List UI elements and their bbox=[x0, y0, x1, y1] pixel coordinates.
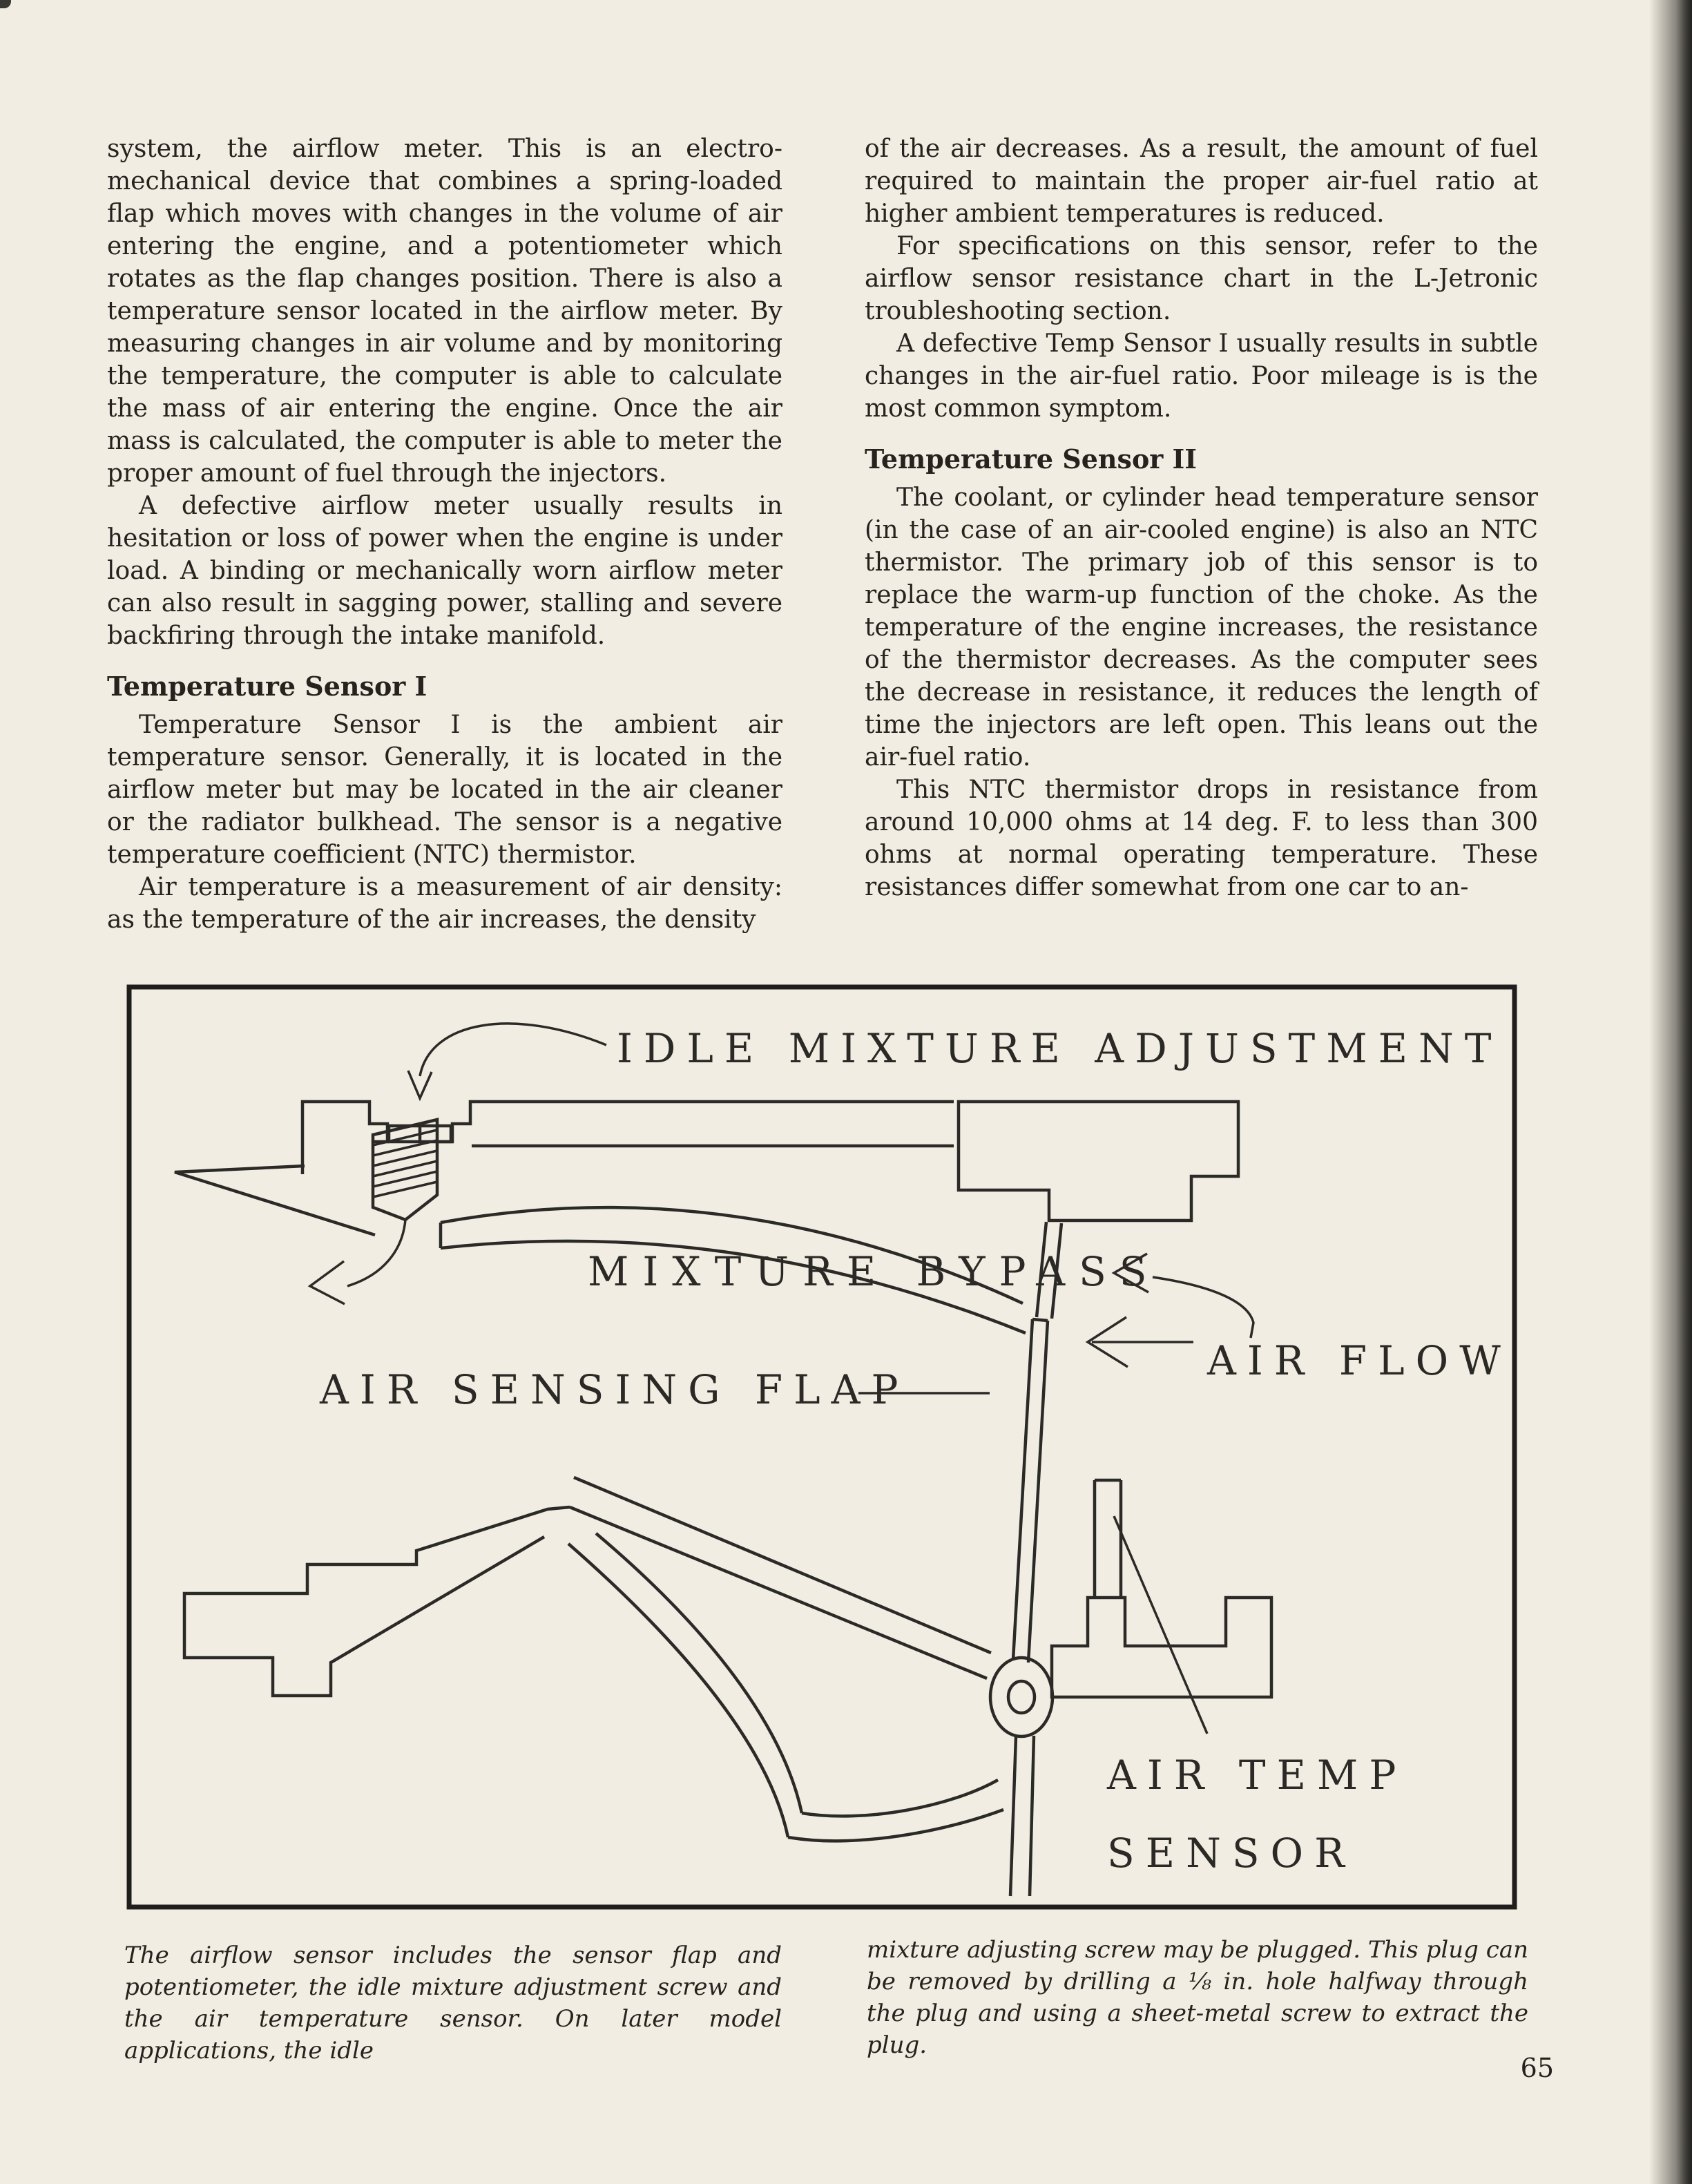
paragraph: Temperature Sensor I is the ambient air temperature sensor. Generally, it is located in the airflow meter but may be located in the air cleaner or the radiator bulkhead. The sensor is a negative temperature coefficient (NTC) thermistor. bbox=[107, 711, 782, 869]
paragraph: system, the airflow meter. This is an electro-mechanical device that combines a spring-loaded flap which moves with changes in the volume of air entering the engine, and a potentiometer which rotates as the flap changes position. There is also a temperature sensor located in the airflow meter. By measuring changes in air volume and by monitoring the temperature, the computer is able to calculate the mass of air entering the engine. Once the air mass is calculated, the computer is able to meter the proper amount of fuel through the injectors. bbox=[107, 135, 782, 488]
paragraph: A defective airflow meter usually results in hesitation or loss of power when the engine is under load. A binding or mechanically worn airflow meter can also result in sagging power, stalling and severe backfiring through the intake manifold. bbox=[107, 492, 782, 650]
pivot-inner-ring bbox=[1008, 1681, 1035, 1713]
flap-arm bbox=[570, 1477, 991, 1678]
scan-corner-speck bbox=[0, 0, 11, 8]
air-temp-sensor-leader-line bbox=[1114, 1516, 1207, 1734]
airflow-sensor-diagram-svg bbox=[126, 984, 1517, 1910]
housing-left-bracket bbox=[302, 1102, 387, 1174]
section-heading-temperature-sensor-1: Temperature Sensor I bbox=[107, 671, 427, 702]
counterweight bbox=[184, 1507, 570, 1696]
label-air-temp-line1: AIR TEMP bbox=[1107, 1752, 1407, 1799]
caption-right: mixture adjusting screw may be plugged. This plug can be removed by drilling a ⅛ in. hole halfway through the plug and using a sheet-metal screw to extract the plug. bbox=[867, 1936, 1528, 2059]
air-temp-sensor-stub bbox=[1095, 1480, 1121, 1598]
mixture-out-arrow-icon bbox=[175, 1166, 375, 1235]
label-air-temp-line2: SENSOR bbox=[1107, 1830, 1356, 1877]
sensor-bracket bbox=[1052, 1598, 1271, 1697]
sensing-flap bbox=[1013, 1319, 1048, 1663]
left-text-column bbox=[107, 133, 782, 936]
paragraph: This NTC thermistor drops in resistance from around 10,000 ohms at 14 deg. F. to less than 300 ohms at normal operating temperature. These resistances differ somewhat from one car to an- bbox=[865, 776, 1538, 901]
page-number: 65 bbox=[1520, 2053, 1554, 2083]
paragraph: of the air decreases. As a result, the amount of fuel required to maintain the proper air-fuel ratio at higher ambient temperatures is reduced. bbox=[865, 135, 1538, 228]
label-air-sensing-flap: AIR SENSING FLAP bbox=[320, 1366, 910, 1413]
mixture-flow-arrowhead-icon bbox=[310, 1261, 345, 1304]
paragraph: For specifications on this sensor, refer to the airflow sensor resistance chart in the L-Jetronic troubleshooting section. bbox=[865, 232, 1538, 325]
label-air-flow: AIR FLOW bbox=[1207, 1337, 1512, 1384]
paragraph: Air temperature is a measurement of air density: as the temperature of the air increases, the density bbox=[107, 873, 782, 934]
pivot-outer-ring bbox=[990, 1658, 1052, 1736]
air-flow-arrow-icon bbox=[1088, 1317, 1193, 1367]
damping-vane-bottom bbox=[788, 1780, 1003, 1841]
label-mixture-bypass: MIXTURE BYPASS bbox=[588, 1248, 1161, 1295]
damping-vane-arcs bbox=[568, 1533, 802, 1837]
right-text-column bbox=[865, 133, 1538, 903]
housing-top-bar bbox=[439, 1102, 954, 1146]
idle-mixture-leader-line bbox=[420, 1024, 606, 1076]
airflow-sensor-diagram bbox=[126, 984, 1517, 1910]
screw-hatching bbox=[373, 1130, 437, 1197]
paragraph: The coolant, or cylinder head temperature sensor (in the case of an air-cooled engine) is also an NTC thermistor. The primary job of this sensor is to replace the warm-up function of the choke. As the temperature of the engine increases, the resistance of the thermistor decreases. As the computer sees the decrease in resistance, it reduces the length of time the injectors are left open. This leans out the air-fuel ratio. bbox=[865, 483, 1538, 772]
paragraph: A defective Temp Sensor I usually results in subtle changes in the air-fuel ratio. Poor mileage is is the most common symptom. bbox=[865, 329, 1538, 423]
mixture-bypass-leader-line bbox=[1153, 1277, 1253, 1338]
section-heading-temperature-sensor-2: Temperature Sensor II bbox=[865, 443, 1198, 475]
caption-left: The airflow sensor includes the sensor flap and potentiometer, the idle mixture adjustment screw and the air temperature sensor. On later model applications, the idle bbox=[124, 1942, 782, 2065]
scan-edge-shadow bbox=[1649, 0, 1692, 2184]
housing-right-block bbox=[959, 1102, 1238, 1220]
flap-lower-duct bbox=[1010, 1736, 1034, 1896]
label-idle-mixture-adjustment: IDLE MIXTURE ADJUSTMENT bbox=[617, 1025, 1503, 1072]
